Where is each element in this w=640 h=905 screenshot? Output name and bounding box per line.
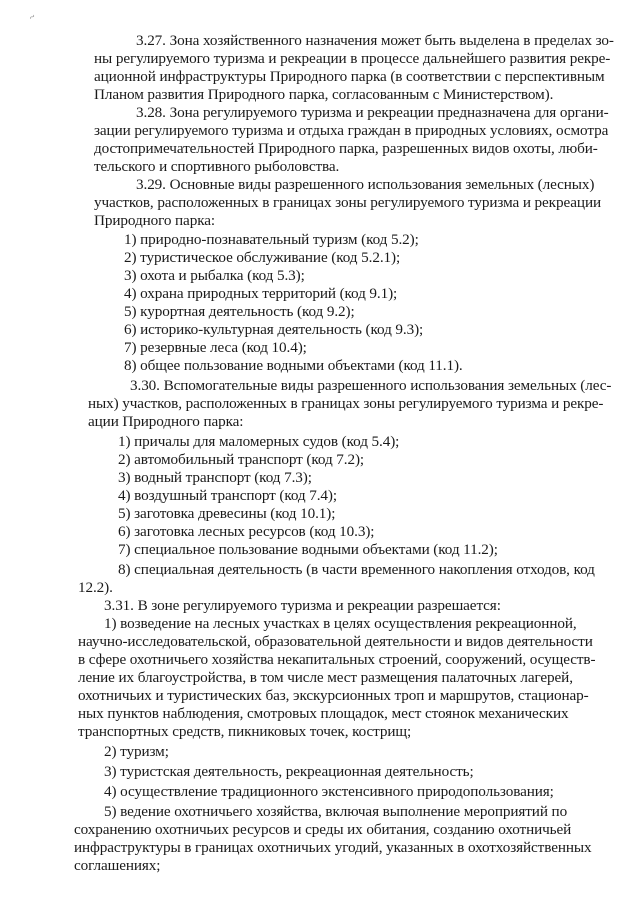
list-item: 3) туристская деятельность, рекреационная деятельность; bbox=[104, 763, 474, 780]
text-line: 3.27. Зона хозяйственного назначения может быть выделена в пределах зо- bbox=[136, 32, 614, 49]
text-line: ации Природного парка: bbox=[88, 413, 244, 430]
list-item: 8) специальная деятельность (в части временного накопления отходов, код bbox=[118, 561, 595, 578]
text-line: тельского и спортивного рыболовства. bbox=[94, 158, 340, 175]
corner-mark: ~ bbox=[27, 11, 39, 24]
list-item: 2) автомобильный транспорт (код 7.2); bbox=[118, 451, 365, 468]
text-line: Планом развития Природного парка, согласованным с Министерством). bbox=[94, 86, 554, 103]
text-line: ационной инфраструктуры Природного парка (в соответствии с перспективным bbox=[94, 68, 605, 85]
list-item: 1) возведение на лесных участках в целях осуществления рекреационной, bbox=[104, 615, 577, 632]
text-line: сохранению охотничьих ресурсов и среды их обитания, созданию охотничьей bbox=[74, 821, 572, 838]
list-item: 3) водный транспорт (код 7.3); bbox=[118, 469, 312, 486]
text-line: инфраструктуры в границах охотничьих угодий, указанных в охотхозяйственных bbox=[74, 839, 592, 856]
text-line: достопримечательностей Природного парка, разрешенных видов охоты, люби- bbox=[94, 140, 598, 157]
text-line: научно-исследовательской, образовательной деятельности и видов деятельности bbox=[78, 633, 593, 650]
list-item: 1) причалы для маломерных судов (код 5.4); bbox=[118, 433, 400, 450]
text-line: участков, расположенных в границах зоны регулируемого туризма и рекреации bbox=[94, 194, 602, 211]
text-line: ны регулируемого туризма и рекреации в процессе дальнейшего развития рекре- bbox=[94, 50, 611, 67]
list-item: 6) заготовка лесных ресурсов (код 10.3); bbox=[118, 523, 375, 540]
list-item: 4) осуществление традиционного экстенсивного природопользования; bbox=[104, 783, 554, 800]
text-line: зации регулируемого туризма и отдыха граждан в природных условиях, осмотра bbox=[94, 122, 609, 139]
text-line: 3.29. Основные виды разрешенного использования земельных (лесных) bbox=[136, 176, 595, 193]
text-line: Природного парка: bbox=[94, 212, 216, 229]
text-line: соглашениях; bbox=[74, 857, 161, 874]
list-item: 7) резервные леса (код 10.4); bbox=[124, 339, 307, 356]
list-item: 6) историко-культурная деятельность (код 9.3); bbox=[124, 321, 424, 338]
text-line: ных) участков, расположенных в границах зоны регулируемого туризма и рекре- bbox=[88, 395, 604, 412]
text-line: 3.28. Зона регулируемого туризма и рекреации предназначена для органи- bbox=[136, 104, 609, 121]
list-item: 4) воздушный транспорт (код 7.4); bbox=[118, 487, 337, 504]
text-line: ление их благоустройства, в том числе мест размещения палаточных лагерей, bbox=[78, 669, 573, 686]
text-line: 3.31. В зоне регулируемого туризма и рекреации разрешается: bbox=[104, 597, 501, 614]
list-item: 8) общее пользование водными объектами (код 11.1). bbox=[124, 357, 463, 374]
list-item: 5) курортная деятельность (код 9.2); bbox=[124, 303, 355, 320]
list-item: 4) охрана природных территорий (код 9.1); bbox=[124, 285, 398, 302]
list-item: 1) природно-познавательный туризм (код 5.2); bbox=[124, 231, 419, 248]
list-item: 3) охота и рыбалка (код 5.3); bbox=[124, 267, 305, 284]
list-item: 2) туризм; bbox=[104, 743, 169, 760]
text-line: 12.2). bbox=[78, 579, 113, 596]
text-line: ных пунктов наблюдения, смотровых площадок, мест стоянок механических bbox=[78, 705, 569, 722]
text-line: 3.30. Вспомогательные виды разрешенного использования земельных (лес- bbox=[130, 377, 612, 394]
list-item: 7) специальное пользование водными объектами (код 11.2); bbox=[118, 541, 498, 558]
text-line: в сфере охотничьего хозяйства некапитальных строений, сооружений, осуществ- bbox=[78, 651, 596, 668]
list-item: 5) ведение охотничьего хозяйства, включая выполнение мероприятий по bbox=[104, 803, 568, 820]
text-line: транспортных средств, пикниковых точек, кострищ; bbox=[78, 723, 412, 740]
text-line: охотничьих и туристических баз, экскурсионных троп и маршрутов, стационар- bbox=[78, 687, 589, 704]
list-item: 5) заготовка древесины (код 10.1); bbox=[118, 505, 336, 522]
list-item: 2) туристическое обслуживание (код 5.2.1); bbox=[124, 249, 401, 266]
